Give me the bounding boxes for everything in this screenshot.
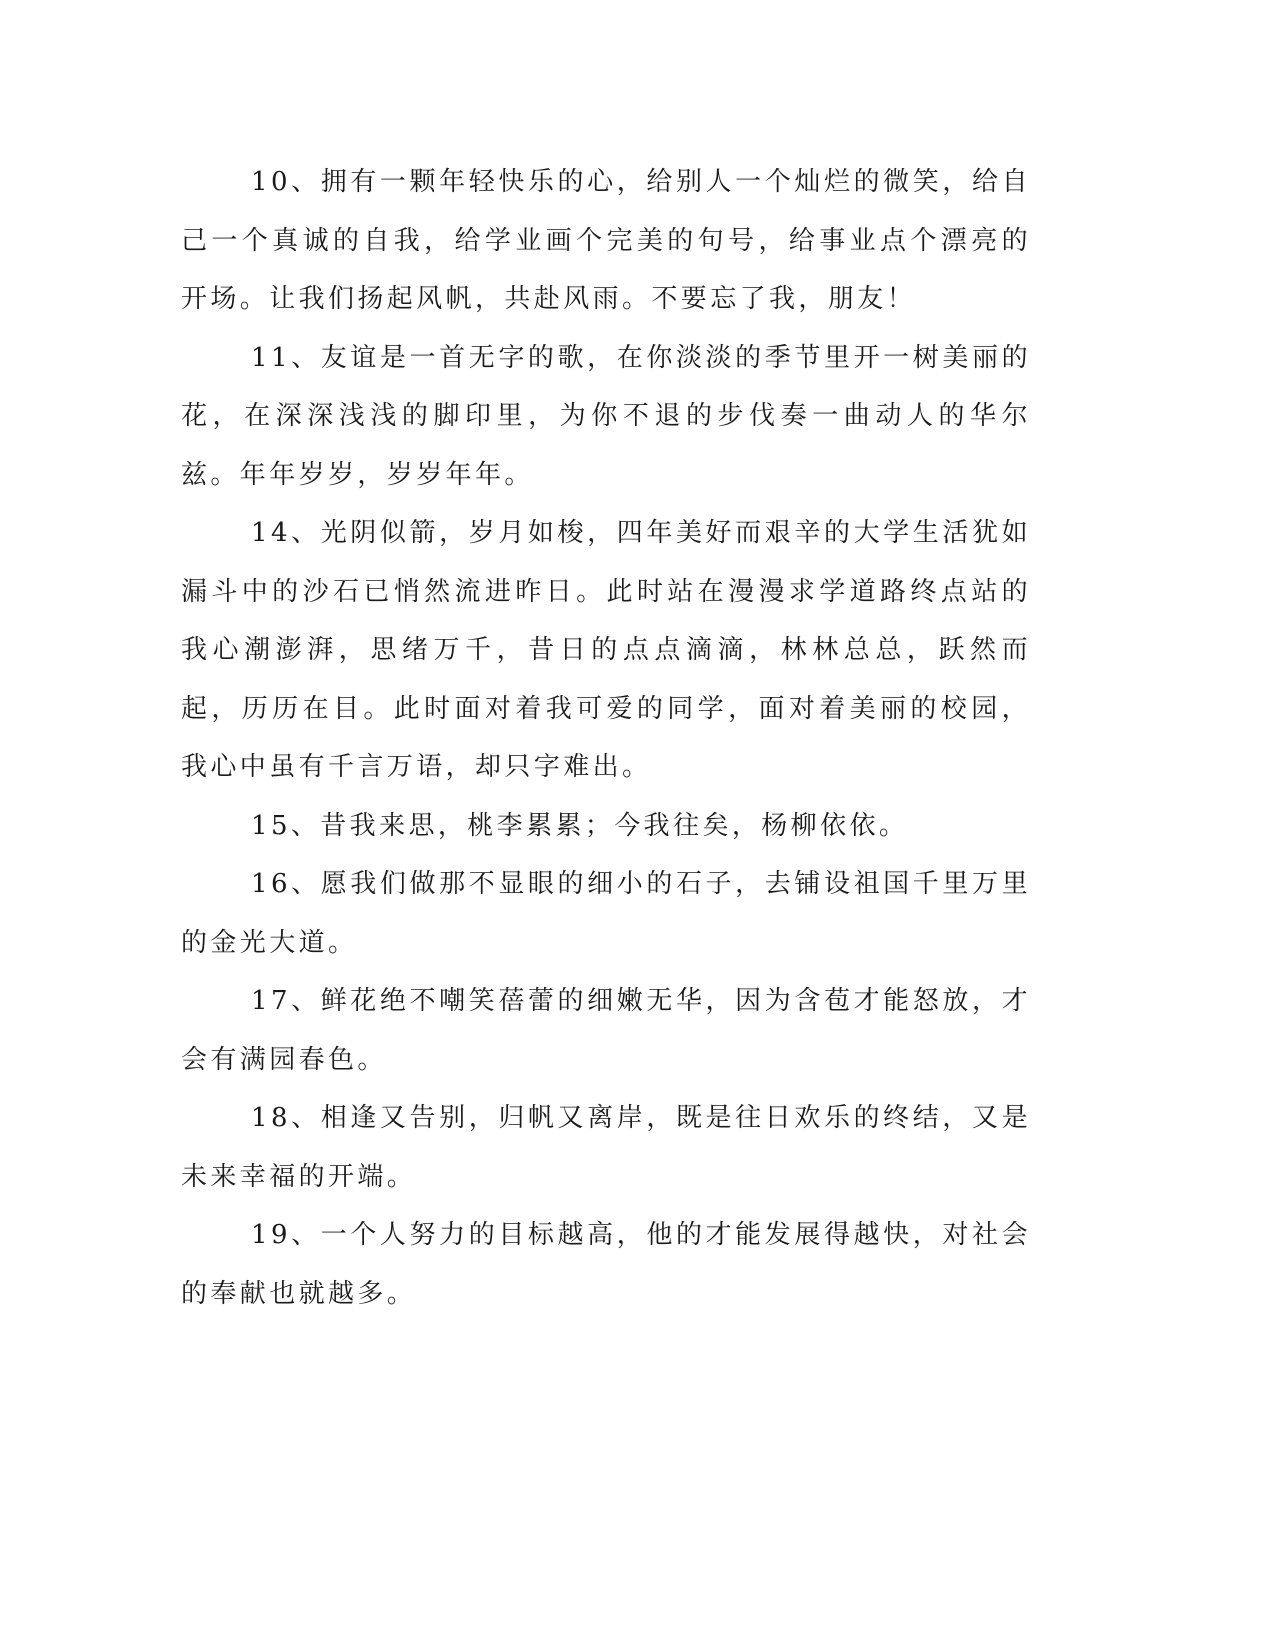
paragraph-10: 10、拥有一颗年轻快乐的心，给别人一个灿烂的微笑，给自己一个真诚的自我，给学业画个完美的句号，给事业点个漂亮的开场。让我们扬起风帆，共赴风雨。不要忘了我，朋友！ [181,167,1031,314]
paragraph-18: 18、相逢又告别，归帆又离岸，既是往日欢乐的终结，又是未来幸福的开端。 [181,1103,1031,1192]
paragraph-17: 17、鲜花绝不嘲笑蓓蕾的细嫩无华，因为含苞才能怒放，才会有满园春色。 [181,986,1031,1075]
paragraph-15: 15、昔我来思，桃李累累；今我往矣，杨柳依依。 [251,810,909,841]
paragraph-16: 16、愿我们做那不显眼的细小的石子，去铺设祖国千里万里的金光大道。 [181,869,1031,958]
paragraph-14: 14、光阴似箭，岁月如梭，四年美好而艰辛的大学生活犹如漏斗中的沙石已悄然流进昨日。此时站在漫漫求学道路终点站的我心潮澎湃，思绪万千，昔日的点点滴滴，林林总总，跃然而起，历历在目。此时面对着我可爱的同学，面对着美丽的校园，我心中虽有千言万语，却只字难出。 [181,518,1031,782]
paragraph-19: 19、一个人努力的目标越高，他的才能发展得越快，对社会的奉献也就越多。 [181,1220,1031,1309]
document-body [181,153,1031,1323]
paragraph-11: 11、友谊是一首无字的歌，在你淡淡的季节里开一树美丽的花，在深深浅浅的脚印里，为你不退的步伐奏一曲动人的华尔兹。年年岁岁，岁岁年年。 [181,342,1031,490]
